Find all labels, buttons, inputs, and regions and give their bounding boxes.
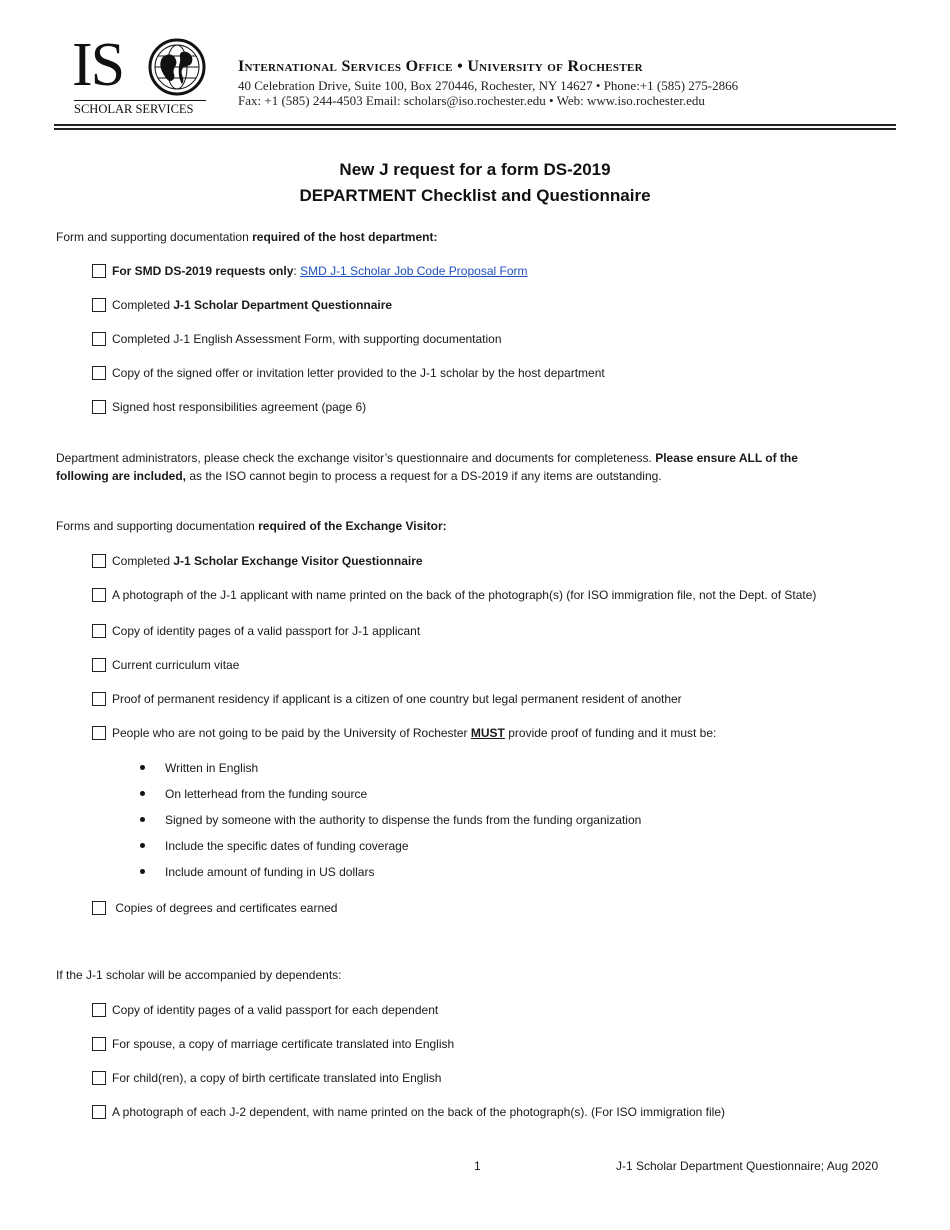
dependents-section-intro: If the J-1 scholar will be accompanied by dependents: xyxy=(56,968,342,982)
checklist-item: Completed J-1 Scholar Exchange Visitor Questionnaire xyxy=(92,553,423,569)
checklist-item: Current curriculum vitae xyxy=(92,657,239,673)
checklist-item: Signed host responsibilities agreement (page 6) xyxy=(92,399,366,415)
page-subtitle: DEPARTMENT Checklist and Questionnaire xyxy=(299,186,651,205)
checklist-item: For SMD DS-2019 requests only: SMD J-1 Scholar Job Code Proposal Form xyxy=(92,263,527,279)
checkbox[interactable] xyxy=(92,658,106,672)
address-line: 40 Celebration Drive, Suite 100, Box 270446, Rochester, NY 14627 • Phone:+1 (585) 275-2866 xyxy=(238,78,739,93)
checkbox[interactable] xyxy=(92,692,106,706)
logo-letters-is: IS xyxy=(72,31,124,99)
contact-line: Fax: +1 (585) 244-4503 Email: scholars@iso.rochester.edu • Web: www.iso.rochester.edu xyxy=(238,93,705,108)
checklist-item: A photograph of each J-2 dependent, with name printed on the back of the photograph(s). (For ISO immigration file) xyxy=(92,1104,725,1120)
checklist-item: Copy of identity pages of a valid passport for each dependent xyxy=(92,1002,438,1018)
globe-icon xyxy=(148,38,206,96)
funding-bullet: On letterhead from the funding source xyxy=(140,786,367,802)
checklist-item: For spouse, a copy of marriage certificate translated into English xyxy=(92,1036,454,1052)
checkbox[interactable] xyxy=(92,1003,106,1017)
checklist-item: For child(ren), a copy of birth certificate translated into English xyxy=(92,1070,441,1086)
header-rule xyxy=(54,124,896,134)
checklist-item: Completed J-1 Scholar Department Questionnaire xyxy=(92,297,392,313)
checkbox[interactable] xyxy=(92,366,106,380)
checkbox[interactable] xyxy=(92,1105,106,1119)
checkbox[interactable] xyxy=(92,554,106,568)
checkbox[interactable] xyxy=(92,1071,106,1085)
smd-proposal-form-link[interactable]: SMD J-1 Scholar Job Code Proposal Form xyxy=(300,264,528,278)
checklist-item: People who are not going to be paid by the University of Rochester MUST provide proof of funding and it must be: xyxy=(92,725,716,741)
checkbox[interactable] xyxy=(92,332,106,346)
checklist-item: Copies of degrees and certificates earned xyxy=(92,900,337,916)
checklist-item: A photograph of the J-1 applicant with name printed on the back of the photograph(s) (for ISO immigration file, not the Dept. of State) xyxy=(92,587,816,603)
checkbox[interactable] xyxy=(92,624,106,638)
checklist-item: Completed J-1 English Assessment Form, with supporting documentation xyxy=(92,331,502,347)
funding-bullet: Include amount of funding in US dollars xyxy=(140,864,374,880)
checkbox[interactable] xyxy=(92,400,106,414)
checklist-item: Proof of permanent residency if applicant is a citizen of one country but legal permanent resident of another xyxy=(92,691,682,707)
iso-logo xyxy=(72,31,212,116)
checkbox[interactable] xyxy=(92,588,106,602)
funding-bullet: Signed by someone with the authority to dispense the funds from the funding organization xyxy=(140,812,641,828)
checkbox[interactable] xyxy=(92,1037,106,1051)
checkbox[interactable] xyxy=(92,298,106,312)
logo-subtitle: SCHOLAR SERVICES xyxy=(74,100,206,117)
checkbox[interactable] xyxy=(92,264,106,278)
admin-note: Department administrators, please check the exchange visitor’s questionnaire and documents for completeness. Please ensure ALL of the following are included, as the ISO cannot begin to process a request for a DS-2019 if any items are outstanding. xyxy=(56,451,798,483)
host-section-intro: Form and supporting documentation required of the host department: xyxy=(56,230,438,244)
checklist-item: Copy of the signed offer or invitation letter provided to the J-1 scholar by the host department xyxy=(92,365,605,381)
page-title: New J request for a form DS-2019 xyxy=(339,160,611,179)
funding-bullet: Written in English xyxy=(140,760,258,776)
organization-name: International Services Office • University of Rochester xyxy=(238,58,643,75)
page-number: 1 xyxy=(474,1159,481,1173)
document-name: J-1 Scholar Department Questionnaire; Aug 2020 xyxy=(616,1159,879,1173)
funding-bullet: Include the specific dates of funding coverage xyxy=(140,838,409,854)
checkbox[interactable] xyxy=(92,901,106,915)
checklist-item: Copy of identity pages of a valid passport for J-1 applicant xyxy=(92,623,420,639)
visitor-section-intro: Forms and supporting documentation required of the Exchange Visitor: xyxy=(56,519,447,533)
checkbox[interactable] xyxy=(92,726,106,740)
